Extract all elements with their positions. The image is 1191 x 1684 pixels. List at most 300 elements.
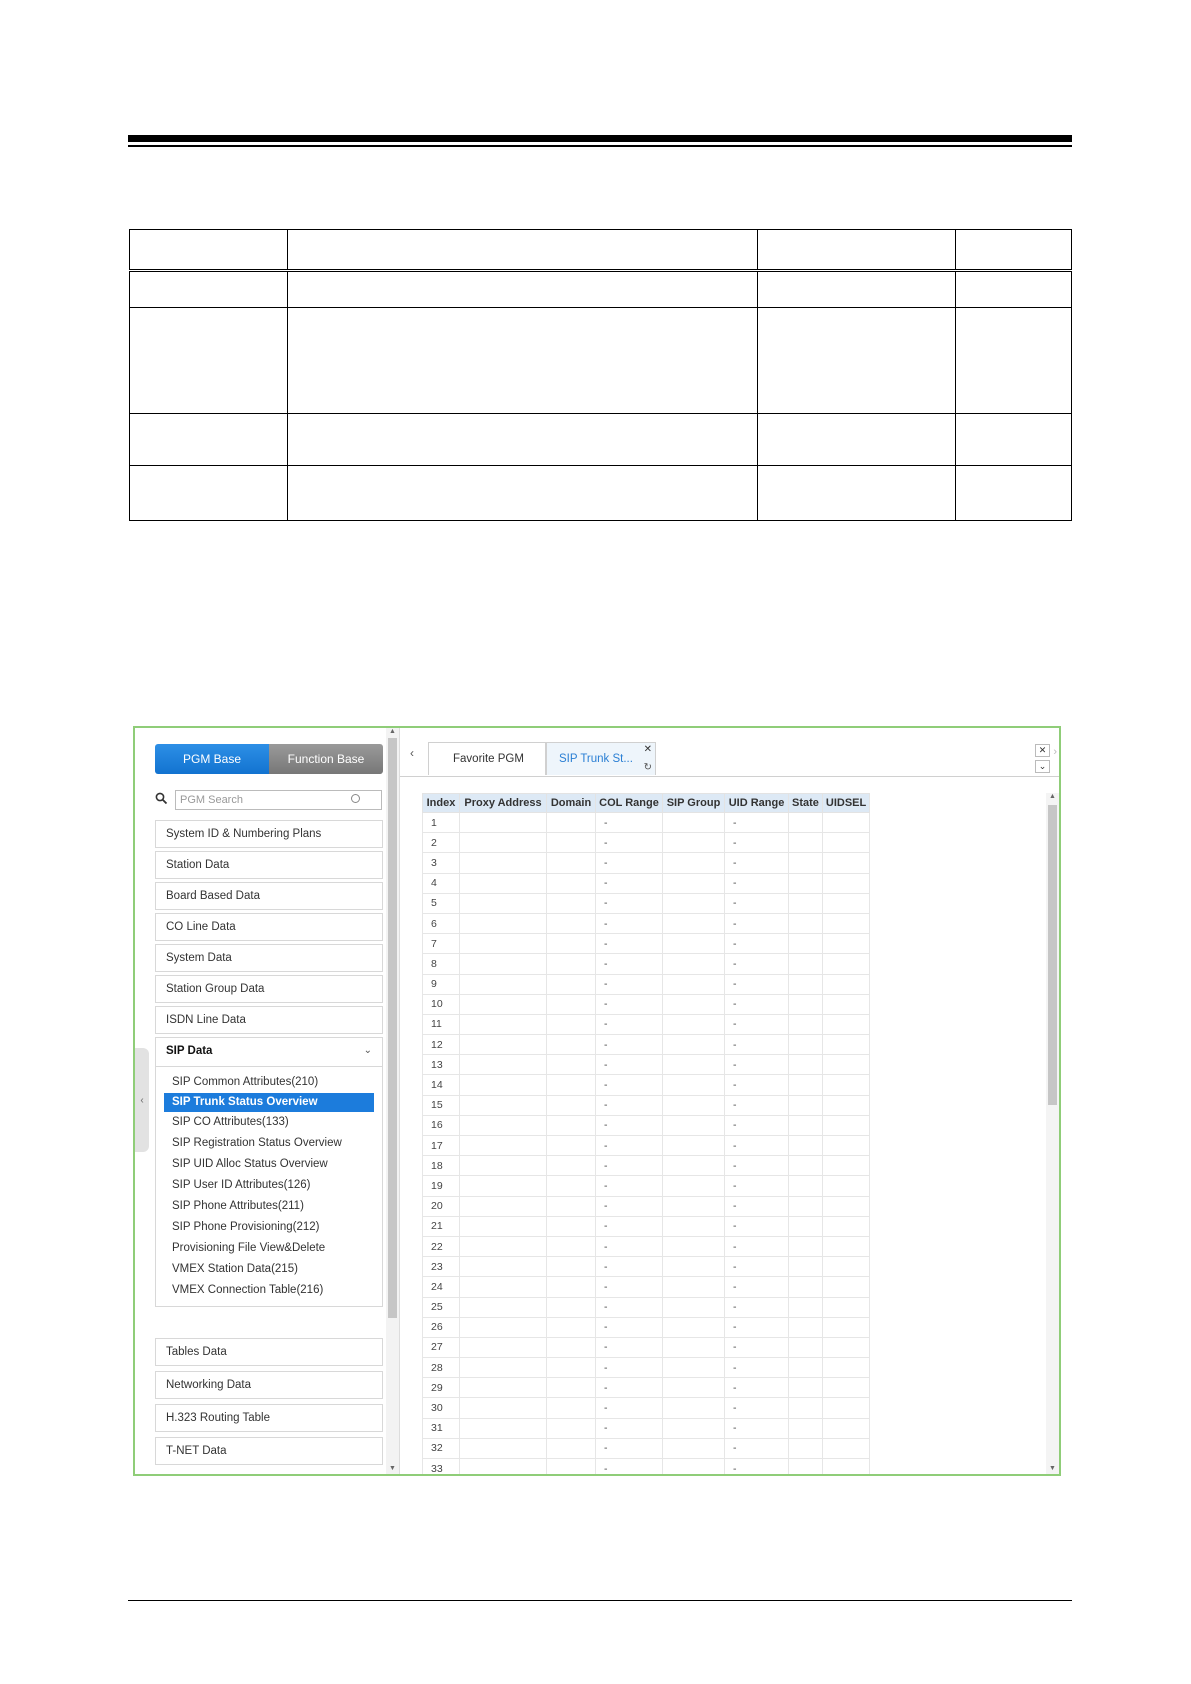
cell-empty (547, 1378, 596, 1398)
cell-dash: - (725, 1257, 789, 1277)
cell-dash: - (596, 1216, 663, 1236)
cell-dash: - (725, 1115, 789, 1135)
table-row[interactable] (423, 1277, 870, 1297)
menu-item-isdn-line-data[interactable]: ISDN Line Data (155, 1006, 383, 1034)
cell-empty (663, 1095, 725, 1115)
menu-item-station-data[interactable]: Station Data (155, 851, 383, 879)
cell-empty (460, 994, 547, 1014)
cell-empty (822, 873, 869, 893)
cell-dash: - (596, 1236, 663, 1256)
cell-empty (789, 1277, 823, 1297)
cell-dash: - (596, 893, 663, 913)
cell-empty (547, 1055, 596, 1075)
cell-dash: - (596, 853, 663, 873)
cell-dash: - (596, 1459, 663, 1477)
cell-dash: - (596, 1277, 663, 1297)
col-state[interactable]: State (789, 794, 823, 813)
cell-empty (663, 1055, 725, 1075)
cell-empty (547, 1014, 596, 1034)
cell-empty (547, 1317, 596, 1337)
table-scrollbar[interactable] (1046, 793, 1059, 1474)
cell-dash: - (725, 893, 789, 913)
cell-index: 10 (423, 994, 460, 1014)
cell-empty (789, 813, 823, 833)
cell-index: 16 (423, 1115, 460, 1135)
sip-trunk-status-table (422, 793, 870, 1476)
table-row[interactable] (423, 913, 870, 933)
cell-empty (789, 1257, 823, 1277)
footer-rule (128, 1600, 1072, 1601)
cell-index: 7 (423, 934, 460, 954)
cell-empty (547, 813, 596, 833)
cell-dash: - (596, 1297, 663, 1317)
cell-empty (547, 1095, 596, 1115)
tab-sip-trunk-status[interactable] (546, 742, 656, 775)
cell-empty (460, 1014, 547, 1034)
cell-dash: - (725, 873, 789, 893)
cell-empty (822, 1075, 869, 1095)
cell-empty (789, 994, 823, 1014)
cell-empty (460, 1176, 547, 1196)
cell-empty (663, 954, 725, 974)
cell-empty (822, 994, 869, 1014)
cell-dash: - (725, 1398, 789, 1418)
table-row[interactable] (423, 1459, 870, 1477)
cell-dash: - (725, 813, 789, 833)
table-row[interactable] (423, 1176, 870, 1196)
collapse-panel-handle[interactable] (135, 1048, 149, 1152)
cell-empty (789, 974, 823, 994)
tab-prev-icon[interactable]: ‹ (410, 746, 414, 760)
cell-empty (663, 1438, 725, 1458)
cell-empty (460, 1075, 547, 1095)
cell-dash: - (725, 1156, 789, 1176)
cell-empty (789, 1337, 823, 1357)
cell-empty (822, 1277, 869, 1297)
sip-submenu (155, 1067, 383, 1307)
cell-empty (822, 1459, 869, 1477)
table-row[interactable] (423, 1418, 870, 1438)
cell-dash: - (725, 1075, 789, 1095)
cell-dash: - (596, 1257, 663, 1277)
tab-sip-trunk-status-label: SIP Trunk St... (559, 753, 633, 765)
cell-empty (789, 1014, 823, 1034)
cell-empty (789, 833, 823, 853)
menu-item-station-group-data[interactable]: Station Group Data (155, 975, 383, 1003)
table-row[interactable] (423, 1115, 870, 1135)
cell-empty (547, 974, 596, 994)
cell-empty (789, 1156, 823, 1176)
col-domain[interactable]: Domain (547, 794, 596, 813)
submenu-vmex-connection-table[interactable]: VMEX Connection Table(216) (172, 1284, 324, 1296)
cell-index: 8 (423, 954, 460, 974)
cell-empty (663, 1337, 725, 1357)
cell-empty (822, 1297, 869, 1317)
search-bar (155, 790, 383, 812)
cell-empty (547, 913, 596, 933)
table-row[interactable] (423, 1236, 870, 1256)
table-header-row (423, 794, 870, 813)
cell-dash: - (596, 1358, 663, 1378)
cell-empty (822, 1196, 869, 1216)
cell-dash: - (596, 873, 663, 893)
pgm-base-button[interactable]: PGM Base (155, 744, 269, 774)
cell-empty (547, 1398, 596, 1418)
cell-empty (460, 954, 547, 974)
cell-empty (789, 1398, 823, 1418)
cell-index: 3 (423, 853, 460, 873)
cell-empty (460, 853, 547, 873)
col-uid-range[interactable]: UID Range (725, 794, 789, 813)
left-scrollbar[interactable] (386, 728, 399, 1474)
cell-index: 21 (423, 1216, 460, 1236)
cell-empty (663, 1317, 725, 1337)
cell-dash: - (725, 994, 789, 1014)
cell-dash: - (725, 954, 789, 974)
function-base-button[interactable]: Function Base (269, 744, 383, 774)
cell-index: 9 (423, 974, 460, 994)
cell-dash: - (596, 833, 663, 853)
table-row[interactable] (423, 934, 870, 954)
cell-dash: - (596, 1095, 663, 1115)
cell-empty (822, 1136, 869, 1156)
chevron-down-icon: ⌄ (363, 1045, 372, 1056)
cell-dash: - (725, 974, 789, 994)
cell-empty (822, 1378, 869, 1398)
cell-dash: - (596, 1055, 663, 1075)
menu-item-system-id[interactable]: System ID & Numbering Plans (155, 820, 383, 848)
refresh-icon[interactable]: ↻ (643, 762, 652, 773)
table-row[interactable] (423, 873, 870, 893)
table-row[interactable] (423, 1297, 870, 1317)
cell-empty (789, 934, 823, 954)
cell-dash: - (596, 934, 663, 954)
cell-index: 13 (423, 1055, 460, 1075)
left-panel (135, 728, 399, 1474)
tabs-bar (400, 728, 1059, 777)
submenu-sip-common-attributes[interactable]: SIP Common Attributes(210) (172, 1076, 319, 1088)
cell-empty (663, 853, 725, 873)
submenu-provisioning-file[interactable]: Provisioning File View&Delete (172, 1242, 326, 1254)
cell-index: 18 (423, 1156, 460, 1176)
cell-empty (460, 934, 547, 954)
submenu-sip-co-attributes[interactable]: SIP CO Attributes(133) (172, 1116, 289, 1128)
cell-empty (789, 1075, 823, 1095)
search-icon[interactable] (155, 792, 171, 808)
cell-dash: - (596, 913, 663, 933)
table-scrollbar-thumb[interactable] (1048, 805, 1057, 1105)
screenshot-frame (133, 726, 1061, 1476)
cell-empty (663, 913, 725, 933)
menu-item-tables-data[interactable]: Tables Data (155, 1338, 383, 1366)
cell-empty (460, 913, 547, 933)
table-row[interactable] (423, 1378, 870, 1398)
col-uidsel[interactable]: UIDSEL (822, 794, 869, 813)
table-row[interactable] (423, 813, 870, 833)
table-row[interactable] (423, 1075, 870, 1095)
search-input[interactable]: PGM Search (175, 790, 382, 810)
scroll-down-icon[interactable]: ▼ (1049, 1465, 1056, 1472)
cell-index: 20 (423, 1196, 460, 1216)
col-proxy-address[interactable]: Proxy Address (460, 794, 547, 813)
scroll-up-icon[interactable]: ▲ (389, 728, 396, 735)
table-row[interactable] (423, 833, 870, 853)
cell-empty (460, 813, 547, 833)
menu-item-networking-data[interactable]: Networking Data (155, 1371, 383, 1399)
clear-search-icon[interactable] (351, 794, 360, 803)
cell-empty (663, 1257, 725, 1277)
cell-empty (663, 1378, 725, 1398)
cell-empty (460, 873, 547, 893)
cell-empty (547, 1196, 596, 1216)
cell-empty (789, 1176, 823, 1196)
cell-empty (460, 1337, 547, 1357)
cell-dash: - (596, 994, 663, 1014)
table-row[interactable] (423, 853, 870, 873)
cell-empty (547, 893, 596, 913)
table-row[interactable] (423, 1014, 870, 1034)
chevron-left-icon: ‹ (140, 1094, 144, 1106)
cell-dash: - (596, 954, 663, 974)
cell-dash: - (725, 853, 789, 873)
cell-empty (663, 1176, 725, 1196)
table-row[interactable] (423, 1156, 870, 1176)
cell-empty (547, 934, 596, 954)
cell-empty (460, 1257, 547, 1277)
cell-empty (460, 1277, 547, 1297)
cell-dash: - (596, 1337, 663, 1357)
cell-empty (822, 813, 869, 833)
cell-empty (822, 1216, 869, 1236)
cell-dash: - (725, 913, 789, 933)
cell-empty (663, 994, 725, 1014)
cell-empty (789, 1055, 823, 1075)
cell-empty (547, 1136, 596, 1156)
table-row[interactable] (423, 994, 870, 1014)
cell-index: 1 (423, 813, 460, 833)
cell-index: 33 (423, 1459, 460, 1477)
cell-index: 12 (423, 1035, 460, 1055)
menu-item-h323-routing-table[interactable]: H.323 Routing Table (155, 1404, 383, 1432)
cell-empty (822, 1115, 869, 1135)
cell-empty (822, 934, 869, 954)
cell-dash: - (725, 1136, 789, 1156)
cell-empty (822, 1156, 869, 1176)
table-row[interactable] (423, 954, 870, 974)
scroll-up-icon[interactable]: ▲ (1049, 793, 1056, 800)
cell-dash: - (596, 1136, 663, 1156)
cell-empty (789, 1095, 823, 1115)
close-icon[interactable]: ✕ (643, 744, 652, 755)
submenu-sip-registration-status[interactable]: SIP Registration Status Overview (172, 1137, 342, 1149)
cell-empty (547, 853, 596, 873)
table-row[interactable] (423, 974, 870, 994)
cell-empty (822, 1337, 869, 1357)
tab-favorite-pgm[interactable] (428, 742, 546, 775)
cell-index: 5 (423, 893, 460, 913)
cell-empty (663, 833, 725, 853)
cell-empty (822, 913, 869, 933)
cell-dash: - (596, 1115, 663, 1135)
cell-index: 30 (423, 1398, 460, 1418)
cell-empty (789, 1236, 823, 1256)
cell-index: 17 (423, 1136, 460, 1156)
submenu-vmex-station-data[interactable]: VMEX Station Data(215) (172, 1263, 298, 1275)
table-row[interactable] (423, 1136, 870, 1156)
col-col-range[interactable]: COL Range (596, 794, 663, 813)
menu-item-t-net-data[interactable]: T-NET Data (155, 1437, 383, 1465)
table-row[interactable] (423, 1095, 870, 1115)
cell-dash: - (596, 1075, 663, 1095)
cell-empty (547, 1115, 596, 1135)
cell-empty (822, 1035, 869, 1055)
cell-empty (789, 1438, 823, 1458)
cell-empty (460, 1418, 547, 1438)
cell-empty (460, 974, 547, 994)
table-row[interactable] (423, 1317, 870, 1337)
cell-index: 14 (423, 1075, 460, 1095)
table-row[interactable] (423, 1216, 870, 1236)
cell-dash: - (725, 1438, 789, 1458)
cell-empty (663, 813, 725, 833)
cell-empty (663, 1075, 725, 1095)
cell-empty (789, 1358, 823, 1378)
table-row[interactable] (423, 1035, 870, 1055)
cell-empty (460, 1095, 547, 1115)
cell-empty (663, 974, 725, 994)
cell-empty (460, 1035, 547, 1055)
cell-empty (460, 1297, 547, 1317)
cell-dash: - (596, 1196, 663, 1216)
cell-empty (547, 873, 596, 893)
cell-index: 11 (423, 1014, 460, 1034)
submenu-sip-uid-alloc-status[interactable]: SIP UID Alloc Status Overview (172, 1158, 328, 1170)
cell-empty (822, 1055, 869, 1075)
table-row[interactable] (423, 1358, 870, 1378)
cell-empty (822, 1236, 869, 1256)
cell-empty (789, 1418, 823, 1438)
menu-item-board-based-data[interactable]: Board Based Data (155, 882, 383, 910)
menu-item-system-data[interactable]: System Data (155, 944, 383, 972)
submenu-sip-user-id-attributes[interactable]: SIP User ID Attributes(126) (172, 1179, 311, 1191)
cell-dash: - (725, 1236, 789, 1256)
cell-empty (822, 1176, 869, 1196)
table-row[interactable] (423, 1257, 870, 1277)
col-index[interactable]: Index (423, 794, 460, 813)
cell-index: 19 (423, 1176, 460, 1196)
cell-empty (822, 1358, 869, 1378)
cell-empty (789, 913, 823, 933)
cell-index: 6 (423, 913, 460, 933)
panel-divider[interactable] (399, 728, 400, 1474)
cell-empty (547, 1277, 596, 1297)
cell-empty (663, 1216, 725, 1236)
cell-index: 2 (423, 833, 460, 853)
cell-dash: - (725, 1337, 789, 1357)
cell-empty (547, 1438, 596, 1458)
cell-dash: - (725, 1277, 789, 1297)
cell-dash: - (725, 1358, 789, 1378)
cell-empty (822, 833, 869, 853)
submenu-sip-trunk-status-overview[interactable]: SIP Trunk Status Overview (164, 1093, 374, 1112)
cell-empty (822, 893, 869, 913)
cell-dash: - (725, 1459, 789, 1477)
table-row[interactable] (423, 1398, 870, 1418)
cell-empty (822, 1014, 869, 1034)
cell-empty (822, 853, 869, 873)
cell-index: 31 (423, 1418, 460, 1438)
table-row[interactable] (423, 893, 870, 913)
tab-next-icon[interactable]: › (1053, 746, 1057, 758)
cell-dash: - (725, 1378, 789, 1398)
scroll-down-icon[interactable]: ▼ (389, 1465, 396, 1472)
cell-empty (822, 974, 869, 994)
cell-empty (547, 994, 596, 1014)
cell-dash: - (596, 1014, 663, 1034)
submenu-sip-phone-attributes[interactable]: SIP Phone Attributes(211) (172, 1200, 304, 1212)
cell-dash: - (725, 1035, 789, 1055)
cell-dash: - (725, 1055, 789, 1075)
menu-item-sip-data[interactable] (155, 1037, 383, 1067)
cell-empty (663, 1297, 725, 1317)
cell-empty (460, 1459, 547, 1477)
cell-empty (547, 1075, 596, 1095)
cell-empty (547, 954, 596, 974)
cell-empty (460, 1236, 547, 1256)
cell-empty (460, 1115, 547, 1135)
close-all-tabs-icon[interactable]: ✕ (1035, 744, 1050, 757)
cell-dash: - (596, 1418, 663, 1438)
cell-empty (460, 1438, 547, 1458)
cell-dash: - (725, 1297, 789, 1317)
document-table (129, 229, 1072, 521)
table-row[interactable] (423, 1337, 870, 1357)
cell-empty (547, 1236, 596, 1256)
left-scrollbar-thumb[interactable] (388, 738, 397, 1318)
mode-toggle (155, 744, 383, 774)
cell-empty (460, 1216, 547, 1236)
col-sip-group[interactable]: SIP Group (663, 794, 725, 813)
cell-index: 28 (423, 1358, 460, 1378)
table-row[interactable] (423, 1196, 870, 1216)
cell-index: 29 (423, 1378, 460, 1398)
cell-empty (663, 1014, 725, 1034)
cell-empty (547, 1216, 596, 1236)
cell-empty (460, 1398, 547, 1418)
cell-dash: - (596, 1035, 663, 1055)
cell-dash: - (725, 1095, 789, 1115)
cell-empty (547, 1459, 596, 1477)
cell-empty (663, 1277, 725, 1297)
cell-empty (789, 1115, 823, 1135)
cell-empty (663, 1358, 725, 1378)
table-row[interactable] (423, 1438, 870, 1458)
cell-dash: - (596, 1398, 663, 1418)
cell-index: 15 (423, 1095, 460, 1115)
cell-empty (663, 934, 725, 954)
cell-empty (460, 1055, 547, 1075)
cell-empty (789, 1216, 823, 1236)
cell-empty (822, 954, 869, 974)
chevron-down-icon[interactable]: ⌄ (1035, 760, 1050, 773)
submenu-sip-phone-provisioning[interactable]: SIP Phone Provisioning(212) (172, 1221, 320, 1233)
menu-item-co-line-data[interactable]: CO Line Data (155, 913, 383, 941)
cell-empty (789, 954, 823, 974)
header-rule-thin (128, 145, 1072, 147)
table-row[interactable] (423, 1055, 870, 1075)
cell-empty (460, 1378, 547, 1398)
cell-empty (663, 1418, 725, 1438)
